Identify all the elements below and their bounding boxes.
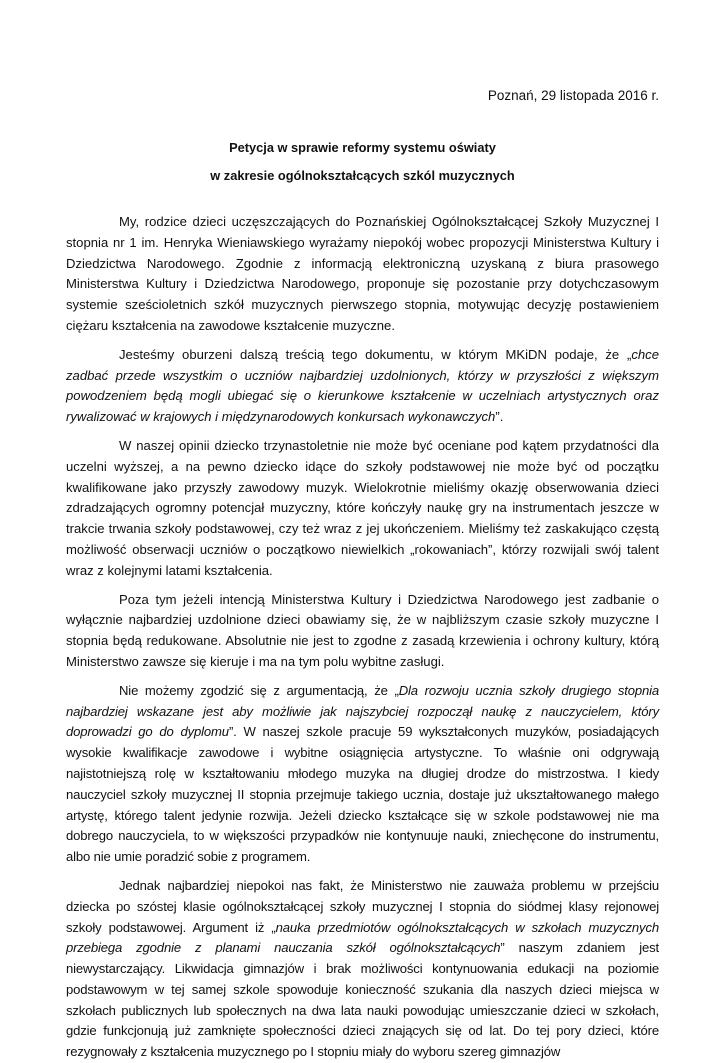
paragraph-5-quote: Dla rozwoju ucznia szkoły drugiego stopnia najbardziej wskazane jest aby możliwie jak najszybciej rozpoczął naukę z nauczycielem, który doprowadzi go do dyplomu: [66, 682, 659, 740]
paragraph-6-quote: nauka przedmiotów ogólnokształcących w szkołach muzycznych przebiega zgodnie z planami nauczania szkół ogólnokształcących: [66, 919, 659, 956]
paragraph-6: [66, 876, 659, 1063]
paragraph-4: Poza tym jeżeli intencją Ministerstwa Kultury i Dziedzictwa Narodowego jest zadbanie o wyłącznie najbardziej uzdolnione dzieci obawiamy się, że w najbliższym czasie szkoły muzyczne I stopnia będą redukowane. Absolutnie nie jest to zgodne z zasadą krzewienia i ochrony kultury, którą Ministerstwo zawsze się kieruje i ma na tym polu wybitne zasługi.: [66, 591, 659, 669]
paragraph-6-rest: ” naszym zdaniem jest niewystarczający. Likwidacja gimnazjów i brak możliwości kontynuowania edukacji na poziomie podstawowym w tej samej szkole spowoduje konieczność szukania dla naszych dzieci miejsca w szkołach publicznych lub społecznych na dwa lata nauki powodując umieszczanie dzieci w szkołach, gdzie funkcjonują już zamknięte społeczności dzieci znających się od lat. Do tej pory dzieci, które rezygnowały z kształcenia muzycznego po I stopniu miały do wyboru szereg gimnazjów: [66, 940, 659, 1060]
paragraph-2-end: ”.: [495, 409, 504, 425]
document-body: [66, 212, 659, 1063]
paragraph-5-rest: ”. W naszej szkole pracuje 59 wykształconych muzyków, posiadających wysokie kwalifikacje zawodowe i wybitne osiągnięcia artystyczne. To właśnie oni odgrywają najistotniejszą rolę w kształtowaniu młodego muzyka na długiej drodze do mistrzostwa. I kiedy nauczyciel szkoły muzycznej II stopnia przejmuje takiego ucznia, dostaje już ukształtowanego małego artystę, którego talent jedynie rozwija. Jeżeli dziecko kształcące się w szkole podstawowej nie ma dobrego nauczyciela, to w większości przypadków nie kontynuuje nauki, zniechęcone do instrumentu, albo nie umie poradzić sobie z programem.: [66, 724, 659, 865]
paragraph-2: [66, 345, 659, 428]
date-line: Poznań, 29 listopada 2016 r.: [487, 88, 659, 103]
paragraph-5-text: Nie możemy zgodzić się z argumentacją, że „: [119, 682, 399, 698]
paragraph-6-text: Jednak najbardziej niepokoi nas fakt, że Ministerstwo nie zauważa problemu w przejściu dziecka po szóstej klasie ogólnokształcącej szkoły muzycznej I stopnia do siódmej klasy rejonowej szkoły podstawowej. Argument iż „: [66, 877, 659, 935]
petition-title: Petycja w sprawie reformy systemu oświaty: [229, 140, 496, 155]
paragraph-5: [66, 681, 659, 868]
paragraph-2-text: Jesteśmy oburzeni dalszą treścią tego dokumentu, w którym MKiDN podaje, że „: [119, 346, 632, 362]
petition-subtitle: w zakresie ogólnokształcących szkól muzycznych: [210, 168, 515, 183]
paragraph-1: My, rodzice dzieci uczęszczających do Poznańskiej Ogólnokształcącej Szkoły Muzycznej I stopnia nr 1 im. Henryka Wieniawskiego wyrażamy niepokój wobec propozycji Ministerstwa Kultury i Dziedzictwa Narodowego. Zgodnie z informacją elektroniczną uzyskaną z biura prasowego Ministerstwa Kultury i Dziedzictwa Narodowego, proponuje się pozostanie przy dotychczasowym systemie sześcioletnich szkół muzycznych pierwszego stopnia, motywując decyzję postawieniem ciężaru kształcenia na zawodowe kształcenie muzyczne.: [66, 214, 659, 333]
paragraph-3: W naszej opinii dziecko trzynastoletnie nie może być oceniane pod kątem przydatności dla uczelni wyższej, a na pewno dziecko idące do szkoły podstawowej nie może być od początku kwalifikowane jako przyszły zawodowy muzyk. Wielokrotnie mieliśmy okazję obserwowania dzieci zdradzających ogromny potencjał muzyczny, które kończyły naukę gry na instrumentach jeszcze w trakcie trwania szkoły podstawowej, czy też wraz z jej ukończeniem. Mieliśmy też zaskakująco częstą możliwość obserwacji uczniów o początkowo niewielkich „rokowaniach”, którzy rozwijali swój talent wraz z kolejnymi latami kształcenia.: [66, 437, 659, 578]
paragraph-2-quote: chce zadbać przede wszystkim o uczniów najbardziej uzdolnionych, którzy w przyszłości z większym powodzeniem będą mogli ubiegać się o kierunkowe kształcenie w uczelniach artystycznych oraz rywalizować w krajowych i międzynarodowych konkursach wykonawczych: [66, 346, 659, 425]
